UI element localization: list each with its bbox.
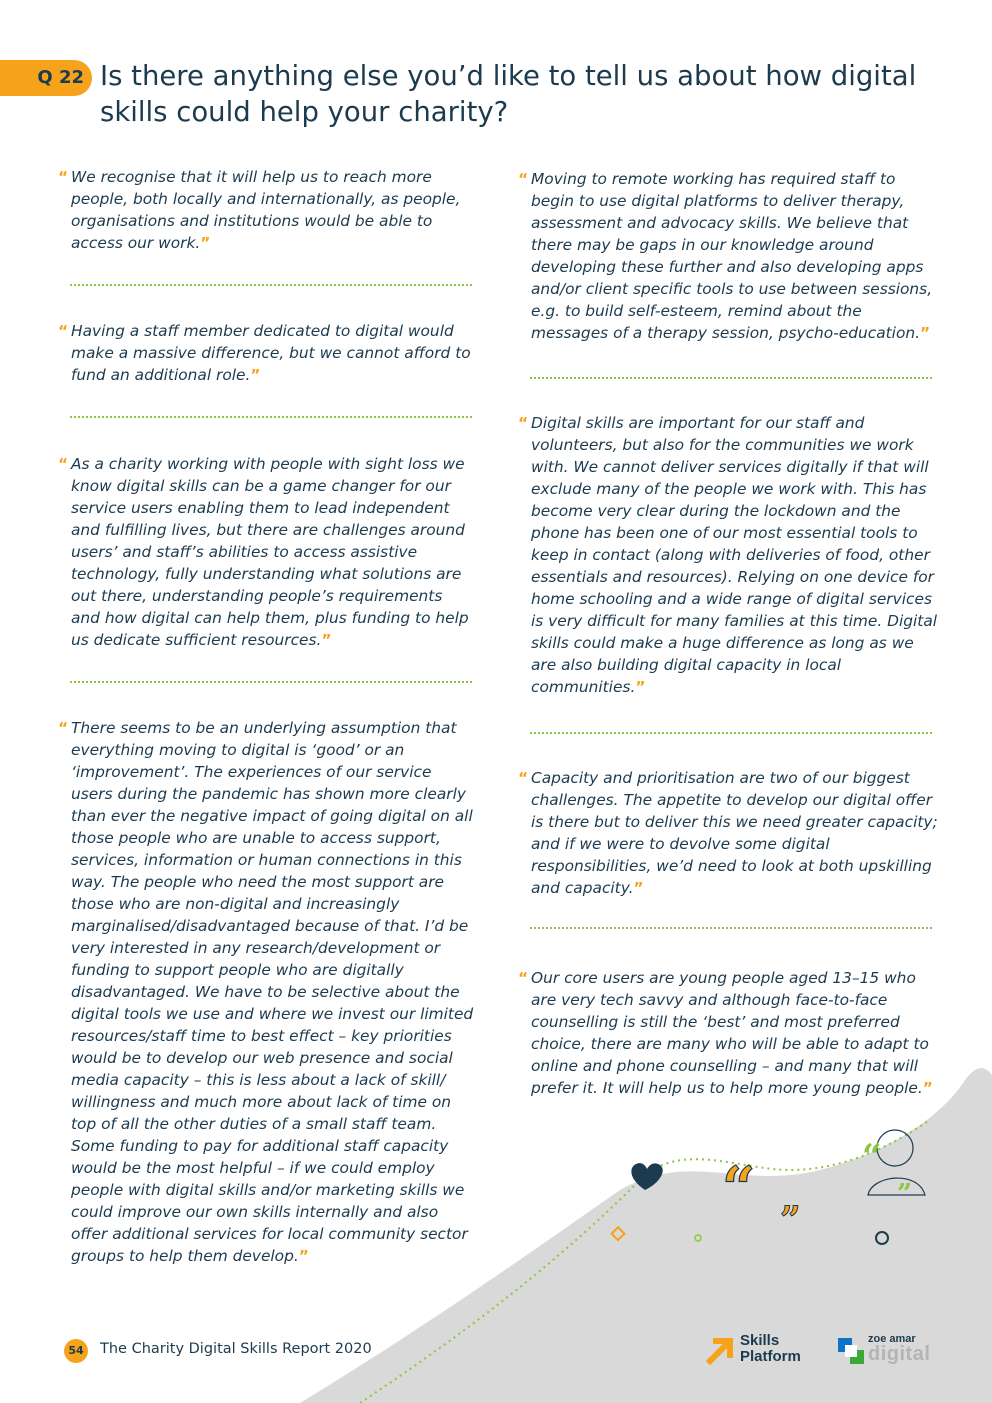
open-quote-icon: “ bbox=[58, 719, 69, 737]
open-quote-icon: “ bbox=[518, 969, 529, 987]
svg-text:“: “ bbox=[862, 1137, 882, 1177]
svg-text:”: ” bbox=[897, 1179, 912, 1209]
open-quote-icon: “ bbox=[518, 414, 529, 432]
quote-block bbox=[58, 453, 476, 651]
quote-text: Having a staff member dedicated to digital would make a massive difference, but we cannot afford to fund an additional role. bbox=[71, 322, 471, 384]
open-quote-icon: “ bbox=[58, 455, 69, 473]
skills-platform-logo bbox=[706, 1333, 826, 1369]
quote-text: Moving to remote working has required staff to begin to use digital platforms to deliver therapy, assessment and advocacy skills. We believe that there may be gaps in our knowledge around developing these further and also developing apps and/or client specific tools to use between sessions, e.g. to build self-esteem, remind about the messages of a therapy session, psycho-education. bbox=[531, 170, 933, 342]
close-quote-icon: ” bbox=[633, 879, 644, 897]
quote-text: Digital skills are important for our staff and volunteers, but also for the communities we work with. We cannot deliver services digitally if that will exclude many of the people we work with. This has become very clear during the lockdown and the phone has been one of our most essential tools to keep in contact (along with deliveries of food, other essentials and resources). Relying on one device for home schooling and a wide range of digital services is very difficult for many families at this time. Digital skills could make a huge difference as long as we are also building digital capacity in local communities. bbox=[531, 414, 938, 696]
close-quote-icon: ” bbox=[321, 631, 332, 649]
open-quote-icon: “ bbox=[58, 322, 69, 340]
close-quote-icon: ” bbox=[635, 678, 646, 696]
divider bbox=[70, 416, 472, 418]
divider bbox=[530, 732, 932, 734]
open-quote-icon: “ bbox=[518, 170, 529, 188]
quote-text: Capacity and prioritisation are two of our biggest challenges. The appetite to develop our digital offer is there but to deliver this we need greater capacity; and if we were to devolve some digital responsibilities, we’d need to look at both upskilling and capacity. bbox=[531, 769, 938, 897]
skills-platform-wordmark: Skills Platform bbox=[740, 1332, 801, 1365]
open-quote-icon: “ bbox=[518, 769, 529, 787]
close-quote-icon: ” bbox=[920, 324, 931, 342]
quote-block bbox=[518, 412, 938, 698]
divider bbox=[70, 681, 472, 683]
open-quote-icon: “ bbox=[58, 168, 69, 186]
quote-text: Our core users are young people aged 13–15 who are very tech savvy and although face-to-face counselling is still the ‘best’ and most preferred choice, there are many who will be able to adapt to online and phone counselling – and many that will prefer it. It will help us to help more young people. bbox=[531, 969, 929, 1097]
question-title: Is there anything else you’d like to tell us about how digital skills could help your charity? bbox=[100, 60, 917, 128]
close-quote-icon: ” bbox=[298, 1247, 309, 1265]
quote-block bbox=[518, 767, 938, 899]
close-quote-icon: ” bbox=[922, 1079, 933, 1097]
divider bbox=[530, 927, 932, 929]
zoe-amar-digital-logo bbox=[836, 1333, 936, 1369]
quote-block bbox=[518, 967, 938, 1099]
zoe-amar-wordmark: zoe amar bbox=[868, 1333, 916, 1345]
divider bbox=[530, 377, 932, 379]
quote-text: As a charity working with people with sight loss we know digital skills can be a game changer for our service users enabling them to lead independent and fulfilling lives, but there are challenges around users’ and staff’s abilities to access assistive technology, fully understanding what solutions are out there, understanding people’s requirements and how digital can help them, plus funding to help us dedicate sufficient resources. bbox=[71, 455, 469, 649]
divider bbox=[70, 284, 472, 286]
digital-wordmark: digital bbox=[868, 1343, 931, 1365]
quote-block bbox=[518, 168, 938, 344]
skills-arrow-icon bbox=[706, 1335, 738, 1367]
close-quote-icon: ” bbox=[250, 366, 261, 384]
zoe-amar-mark-icon bbox=[836, 1336, 866, 1366]
close-quote-icon: ” bbox=[200, 234, 211, 252]
quote-block bbox=[58, 166, 476, 254]
orange-quote-doodle-icon: “ bbox=[722, 1154, 756, 1222]
question-number-badge: Q 22 bbox=[0, 60, 92, 96]
quote-text: There seems to be an underlying assumption that everything moving to digital is ‘good’ or an ‘improvement’. The experiences of our service users during the pandemic has shown more clearly than ever the negative impact of going digital on all those people who are unable to access support, services, information or human connections in this way. The people who need the most support are those who are non-digital and increasingly marginalised/disadvantaged because of that. I’d be very interested in any research/development or funding to support people who are digitally disadvantaged. We have to be selective about the digital tools we use and where we invest our limited resources/staff time to best effect – key priorities would be to develop our web presence and social media capacity – this is less about a lack of skill/ willingness and much more about lack of time on top of all the other duties of a small staff team. Some funding to pay for additional staff capacity would be the most helpful – if we could employ people with digital skills and/or marketing skills we could improve our own skills internally and also offer additional services for local community sector groups to help them develop. bbox=[71, 719, 474, 1265]
quote-block bbox=[58, 717, 476, 1267]
page-number-badge: 54 bbox=[64, 1339, 88, 1363]
report-title: The Charity Digital Skills Report 2020 bbox=[100, 1341, 372, 1357]
quote-block bbox=[58, 320, 476, 386]
small-quote-doodle-icon: ” bbox=[780, 1199, 801, 1241]
quote-text: We recognise that it will help us to reach more people, both locally and internationally, as people, organisations and institutions would be able to access our work. bbox=[71, 168, 461, 252]
